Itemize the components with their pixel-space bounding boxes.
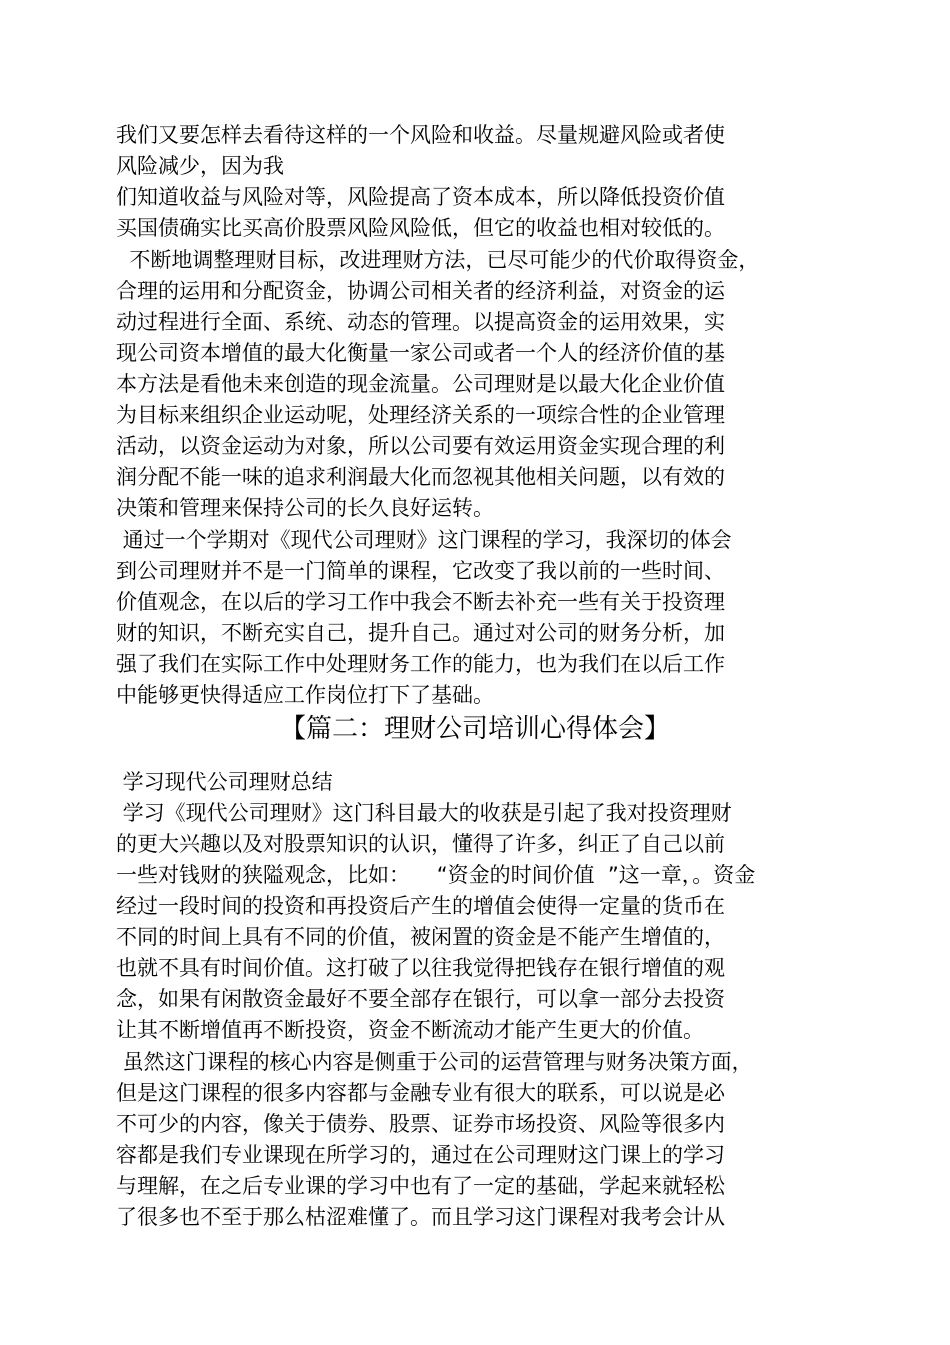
text-line: 润分配不能一味的追求利润最大化而忽视其他相关问题，以有效的 [116, 465, 725, 489]
text-line: 的更大兴趣以及对股票知识的认识，懂得了许多，纠正了自己以前 [116, 832, 725, 856]
text-line: 现公司资本增值的最大化衡量一家公司或者一个人的经济价值的基 [116, 341, 725, 365]
text-line: 也就不具有时间价值。这打破了以往我觉得把钱存在银行增值的观 [116, 956, 725, 980]
text-line: 动过程进行全面、系统、动态的管理。以提高资金的运用效果，实 [116, 310, 725, 334]
text-line: 风险减少，因为我 [116, 154, 284, 178]
text-line: 经过一段时间的投资和再投资后产生的增值会使得一定量的货币在 [116, 894, 725, 918]
text-line: 到公司理财并不是一门简单的课程，它改变了我以前的一些时间、 [116, 559, 725, 583]
text-line: 决策和管理来保持公司的长久良好运转。 [116, 496, 494, 520]
text-line: 为目标来组织企业运动呢，处理经济关系的一项综合性的企业管理 [116, 403, 725, 427]
text-line: 但是这门课程的很多内容都与金融专业有很大的联系，可以说是必 [116, 1081, 725, 1105]
section-heading: 【篇二：理财公司培训心得体会】 [279, 714, 670, 744]
section-subtitle: 学习现代公司理财总结 [116, 770, 333, 794]
text-line: 不同的时间上具有不同的价值，被闲置的资金是不能产生增值的， [116, 925, 725, 949]
text-line: 与理解，在之后专业课的学习中也有了一定的基础，学起来就轻松 [116, 1174, 725, 1198]
text-line: 中能够更快得适应工作岗位打下了基础。 [116, 683, 494, 707]
text-line: 让其不断增值再不断投资，资金不断流动才能产生更大的价值。 [116, 1018, 704, 1042]
text-line: 强了我们在实际工作中处理财务工作的能力，也为我们在以后工作 [116, 652, 725, 676]
text-line: 价值观念，在以后的学习工作中我会不断去补充一些有关于投资理 [116, 590, 725, 614]
text-line: 财的知识，不断充实自己，提升自己。通过对公司的财务分析，加 [116, 621, 725, 645]
text-line: 活动，以资金运动为对象，所以公司要有效运用资金实现合理的利 [116, 434, 725, 458]
text-line: 通过一个学期对《现代公司理财》这门课程的学习，我深切的体会 [116, 528, 732, 552]
text-line: 合理的运用和分配资金，协调公司相关者的经济利益，对资金的运 [116, 279, 725, 303]
text-line: 本方法是看他未来创造的现金流量。公司理财是以最大化企业价值 [116, 372, 725, 396]
text-line: 不可少的内容，像关于债券、股票、证券市场投资、风险等很多内 [116, 1112, 725, 1136]
text-line: 虽然这门课程的核心内容是侧重于公司的运营管理与财务决策方面， [116, 1050, 753, 1074]
text-line: 们知道收益与风险对等，风险提高了资本成本，所以降低投资价值 [116, 185, 725, 209]
text-line: 容都是我们专业课现在所学习的，通过在公司理财这门课上的学习 [116, 1143, 725, 1167]
text-line: 一些对钱财的狭隘观念，比如： “资金的时间价值 ”这一章，。资金 [116, 863, 756, 887]
text-line: 了很多也不至于那么枯涩难懂了。而且学习这门课程对我考会计从 [116, 1205, 725, 1229]
text-line: 我们又要怎样去看待这样的一个风险和收益。尽量规避风险或者使 [116, 123, 725, 147]
text-line: 买国债确实比买高价股票风险风险低，但它的收益也相对较低的。 [116, 216, 725, 240]
text-line: 念，如果有闲散资金最好不要全部存在银行，可以拿一部分去投资 [116, 987, 725, 1011]
text-line: 学习《现代公司理财》这门科目最大的收获是引起了我对投资理财 [116, 801, 732, 825]
text-line: 不断地调整理财目标，改进理财方法，已尽可能少的代价取得资金， [116, 248, 760, 272]
